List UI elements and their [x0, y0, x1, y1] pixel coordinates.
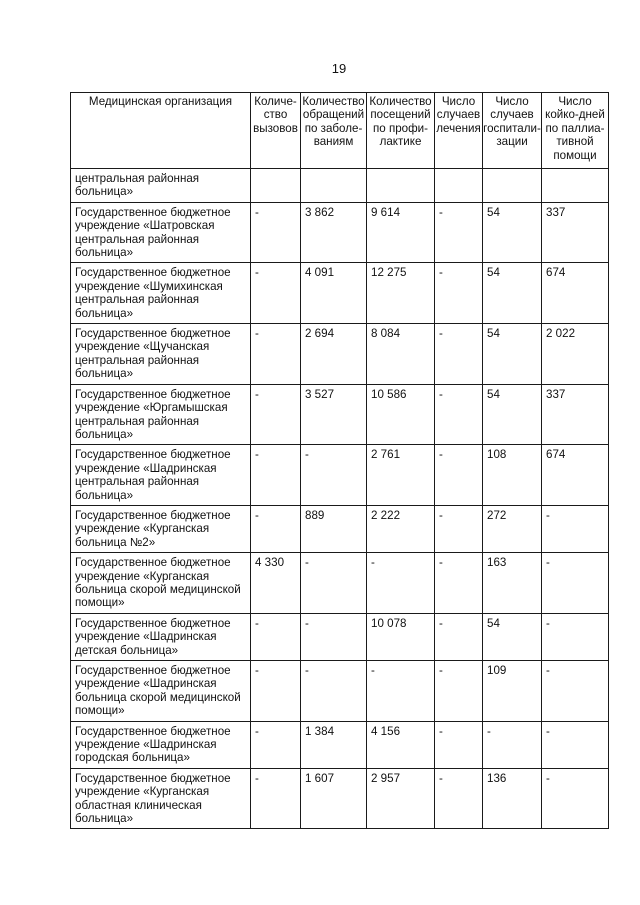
column-header-organization: Медицинская организация	[71, 93, 251, 169]
disease-visits-cell: 2 694	[301, 324, 367, 385]
preventive-visits-cell: -	[367, 661, 435, 722]
organization-name-cell: Государственное бюджетное учреждение «Шадринская городская больница»	[71, 721, 251, 768]
table-row	[71, 263, 609, 324]
table-header-row	[71, 93, 609, 169]
calls-cell: -	[251, 661, 301, 722]
calls-cell: -	[251, 202, 301, 263]
preventive-visits-cell: 4 156	[367, 721, 435, 768]
organization-name-cell: Государственное бюджетное учреждение «Курганская больница №2»	[71, 505, 251, 552]
treatment-cases-cell: -	[435, 445, 483, 506]
treatment-cases-cell: -	[435, 768, 483, 829]
preventive-visits-cell: -	[367, 553, 435, 614]
preventive-visits-cell: 10 586	[367, 384, 435, 445]
calls-cell: 4 330	[251, 553, 301, 614]
palliative-bed-days-cell: -	[542, 661, 609, 722]
palliative-bed-days-cell: 337	[542, 384, 609, 445]
table-row	[71, 661, 609, 722]
hospitalization-cases-cell: 54	[483, 613, 542, 660]
disease-visits-cell: -	[301, 445, 367, 506]
calls-cell: -	[251, 721, 301, 768]
treatment-cases-cell: -	[435, 721, 483, 768]
preventive-visits-cell: 2 222	[367, 505, 435, 552]
hospitalization-cases-cell: 136	[483, 768, 542, 829]
column-header-preventive-visits: Количество посещений по профи- лактике	[367, 93, 435, 169]
palliative-bed-days-cell	[542, 169, 609, 203]
disease-visits-cell: 3 527	[301, 384, 367, 445]
treatment-cases-cell: -	[435, 324, 483, 385]
hospitalization-cases-cell: 272	[483, 505, 542, 552]
table-row	[71, 553, 609, 614]
disease-visits-cell: -	[301, 661, 367, 722]
preventive-visits-cell: 10 078	[367, 613, 435, 660]
preventive-visits-cell	[367, 169, 435, 203]
hospitalization-cases-cell: 109	[483, 661, 542, 722]
organization-name-cell: Государственное бюджетное учреждение «Шадринская детская больница»	[71, 613, 251, 660]
organization-name-cell: Государственное бюджетное учреждение «Шадринская центральная районная больница»	[71, 445, 251, 506]
disease-visits-cell: -	[301, 553, 367, 614]
disease-visits-cell	[301, 169, 367, 203]
organization-name-cell: Государственное бюджетное учреждение «Курганская больница скорой медицинской помощи»	[71, 553, 251, 614]
treatment-cases-cell: -	[435, 384, 483, 445]
calls-cell: -	[251, 445, 301, 506]
disease-visits-cell: 4 091	[301, 263, 367, 324]
organization-name-cell: центральная районная больница»	[71, 169, 251, 203]
palliative-bed-days-cell: -	[542, 553, 609, 614]
treatment-cases-cell: -	[435, 613, 483, 660]
organization-name-cell: Государственное бюджетное учреждение «Щучанская центральная районная больница»	[71, 324, 251, 385]
calls-cell: -	[251, 324, 301, 385]
palliative-bed-days-cell: 674	[542, 445, 609, 506]
hospitalization-cases-cell: -	[483, 721, 542, 768]
treatment-cases-cell: -	[435, 553, 483, 614]
palliative-bed-days-cell: 2 022	[542, 324, 609, 385]
disease-visits-cell: 1 607	[301, 768, 367, 829]
preventive-visits-cell: 9 614	[367, 202, 435, 263]
organization-name-cell: Государственное бюджетное учреждение «Курганская областная клиническая больница»	[71, 768, 251, 829]
treatment-cases-cell: -	[435, 202, 483, 263]
page-number: 19	[331, 61, 347, 76]
column-header-palliative-bed-days: Число койко-дней по паллиа- тивной помощи	[542, 93, 609, 169]
table-row	[71, 384, 609, 445]
table-row	[71, 505, 609, 552]
palliative-bed-days-cell: -	[542, 505, 609, 552]
treatment-cases-cell	[435, 169, 483, 203]
calls-cell: -	[251, 384, 301, 445]
column-header-calls: Количе- ство вызовов	[251, 93, 301, 169]
medical-organizations-table	[70, 92, 609, 829]
treatment-cases-cell: -	[435, 661, 483, 722]
table-row	[71, 324, 609, 385]
table-row	[71, 721, 609, 768]
palliative-bed-days-cell: 337	[542, 202, 609, 263]
disease-visits-cell: 3 862	[301, 202, 367, 263]
disease-visits-cell: 889	[301, 505, 367, 552]
palliative-bed-days-cell: -	[542, 768, 609, 829]
preventive-visits-cell: 12 275	[367, 263, 435, 324]
table-row	[71, 445, 609, 506]
palliative-bed-days-cell: 674	[542, 263, 609, 324]
palliative-bed-days-cell: -	[542, 721, 609, 768]
disease-visits-cell: -	[301, 613, 367, 660]
preventive-visits-cell: 2 957	[367, 768, 435, 829]
preventive-visits-cell: 8 084	[367, 324, 435, 385]
palliative-bed-days-cell: -	[542, 613, 609, 660]
calls-cell: -	[251, 613, 301, 660]
table-row	[71, 613, 609, 660]
calls-cell: -	[251, 505, 301, 552]
treatment-cases-cell: -	[435, 263, 483, 324]
organization-name-cell: Государственное бюджетное учреждение «Шумихинская центральная районная больница»	[71, 263, 251, 324]
calls-cell: -	[251, 768, 301, 829]
preventive-visits-cell: 2 761	[367, 445, 435, 506]
column-header-disease-visits: Количество обращений по заболе- ваниям	[301, 93, 367, 169]
column-header-treatment-cases: Число случаев лечения	[435, 93, 483, 169]
calls-cell: -	[251, 263, 301, 324]
column-header-hospitalization-cases: Число случаев госпитали- зации	[483, 93, 542, 169]
table-row	[71, 169, 609, 203]
organization-name-cell: Государственное бюджетное учреждение «Шатровская центральная районная больница»	[71, 202, 251, 263]
hospitalization-cases-cell: 54	[483, 263, 542, 324]
hospitalization-cases-cell: 163	[483, 553, 542, 614]
disease-visits-cell: 1 384	[301, 721, 367, 768]
calls-cell	[251, 169, 301, 203]
organization-name-cell: Государственное бюджетное учреждение «Юргамышская центральная районная больница»	[71, 384, 251, 445]
table-row	[71, 768, 609, 829]
hospitalization-cases-cell	[483, 169, 542, 203]
hospitalization-cases-cell: 54	[483, 324, 542, 385]
hospitalization-cases-cell: 108	[483, 445, 542, 506]
treatment-cases-cell: -	[435, 505, 483, 552]
table-row	[71, 202, 609, 263]
hospitalization-cases-cell: 54	[483, 384, 542, 445]
organization-name-cell: Государственное бюджетное учреждение «Шадринская больница скорой медицинской помощи»	[71, 661, 251, 722]
hospitalization-cases-cell: 54	[483, 202, 542, 263]
